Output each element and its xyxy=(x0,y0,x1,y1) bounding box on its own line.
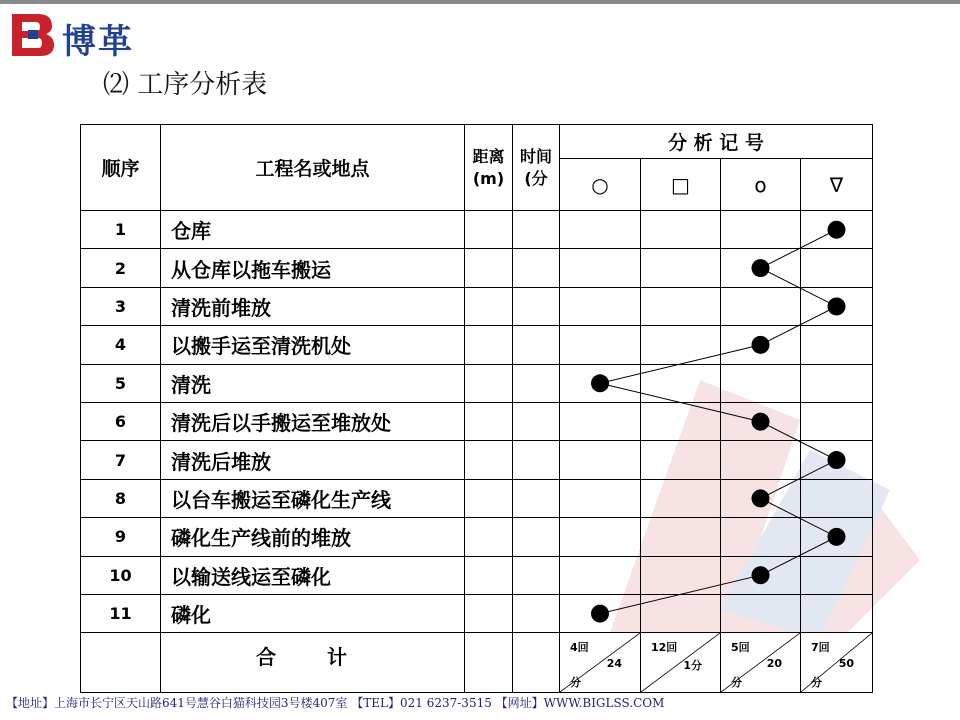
row-process-name: 磷化 xyxy=(161,594,465,632)
row-time xyxy=(513,364,560,402)
row-symbol-cell xyxy=(641,518,721,556)
header-distance: 距离(m) xyxy=(465,125,513,211)
process-analysis-table xyxy=(80,124,873,693)
row-symbol-cell xyxy=(641,211,721,249)
row-process-name: 以台车搬运至磷化生产线 xyxy=(161,479,465,517)
row-time xyxy=(513,518,560,556)
row-distance xyxy=(465,402,513,440)
total-distance-cell xyxy=(465,633,513,693)
total-transport: 5回 20 分 xyxy=(721,633,801,693)
row-time xyxy=(513,326,560,364)
row-symbol-cell xyxy=(721,402,801,440)
top-border xyxy=(0,0,960,4)
table-row xyxy=(81,249,873,287)
row-symbol-cell xyxy=(641,594,721,632)
row-symbol-cell xyxy=(560,287,641,325)
row-symbol-cell xyxy=(721,594,801,632)
total-operation: 4回 24 分 xyxy=(560,633,641,693)
total-order-cell xyxy=(81,633,161,693)
table-row xyxy=(81,594,873,632)
row-symbol-cell xyxy=(560,326,641,364)
header-process-name: 工程名或地点 xyxy=(161,125,465,211)
row-symbol-cell xyxy=(721,211,801,249)
symbol-inspection: □ xyxy=(641,159,721,211)
logo-text: 博革 xyxy=(62,22,134,62)
row-symbol-cell xyxy=(721,479,801,517)
row-distance xyxy=(465,518,513,556)
row-distance xyxy=(465,211,513,249)
row-symbol-cell xyxy=(641,287,721,325)
row-number: 6 xyxy=(81,402,161,440)
row-symbol-cell xyxy=(721,364,801,402)
row-distance xyxy=(465,287,513,325)
row-time xyxy=(513,594,560,632)
row-symbol-cell xyxy=(641,441,721,479)
header-analysis-symbols: 分 析 记 号 xyxy=(560,125,873,159)
row-symbol-cell xyxy=(801,287,873,325)
row-number: 11 xyxy=(81,594,161,632)
row-number: 3 xyxy=(81,287,161,325)
table-row xyxy=(81,211,873,249)
row-process-name: 从仓库以拖车搬运 xyxy=(161,249,465,287)
row-symbol-cell xyxy=(641,479,721,517)
row-distance xyxy=(465,249,513,287)
row-symbol-cell xyxy=(641,326,721,364)
row-number: 4 xyxy=(81,326,161,364)
row-symbol-cell xyxy=(801,364,873,402)
table-row xyxy=(81,402,873,440)
total-inspection: 12回 1分 xyxy=(641,633,721,693)
row-time xyxy=(513,402,560,440)
table-row xyxy=(81,479,873,517)
row-process-name: 以搬手运至清洗机处 xyxy=(161,326,465,364)
row-process-name: 清洗后堆放 xyxy=(161,441,465,479)
row-symbol-cell xyxy=(721,326,801,364)
page-title: ⑵ 工序分析表 xyxy=(103,70,268,100)
table-row xyxy=(81,556,873,594)
row-symbol-cell xyxy=(801,249,873,287)
row-symbol-cell xyxy=(560,518,641,556)
row-symbol-cell xyxy=(801,402,873,440)
row-symbol-cell xyxy=(560,594,641,632)
row-symbol-cell xyxy=(801,326,873,364)
row-symbol-cell xyxy=(721,249,801,287)
row-symbol-cell xyxy=(560,556,641,594)
row-number: 8 xyxy=(81,479,161,517)
table-row xyxy=(81,441,873,479)
row-symbol-cell xyxy=(641,249,721,287)
row-symbol-cell xyxy=(560,441,641,479)
row-symbol-cell xyxy=(560,402,641,440)
header-order: 顺序 xyxy=(81,125,161,211)
table-row xyxy=(81,326,873,364)
row-number: 2 xyxy=(81,249,161,287)
row-process-name: 清洗 xyxy=(161,364,465,402)
row-time xyxy=(513,249,560,287)
row-distance xyxy=(465,364,513,402)
row-symbol-cell xyxy=(560,364,641,402)
footer-contact: 【地址】上海市长宁区天山路641号慧谷白猫科技园3号楼407室 【TEL】021 6237-3515 【网址】WWW.BIGLSS.COM xyxy=(6,696,665,710)
row-number: 9 xyxy=(81,518,161,556)
row-number: 7 xyxy=(81,441,161,479)
row-symbol-cell xyxy=(641,402,721,440)
row-symbol-cell xyxy=(801,479,873,517)
row-distance xyxy=(465,479,513,517)
symbol-transport: ο xyxy=(721,159,801,211)
header-time: 时间(分 xyxy=(513,125,560,211)
row-symbol-cell xyxy=(560,479,641,517)
row-symbol-cell xyxy=(721,518,801,556)
row-process-name: 清洗前堆放 xyxy=(161,287,465,325)
total-label: 合 计 xyxy=(161,633,465,693)
row-symbol-cell xyxy=(801,594,873,632)
row-symbol-cell xyxy=(801,556,873,594)
row-time xyxy=(513,441,560,479)
table-row xyxy=(81,518,873,556)
row-process-name: 仓库 xyxy=(161,211,465,249)
row-symbol-cell xyxy=(721,287,801,325)
table-row xyxy=(81,287,873,325)
row-process-name: 磷化生产线前的堆放 xyxy=(161,518,465,556)
row-distance xyxy=(465,594,513,632)
row-time xyxy=(513,556,560,594)
total-time-cell xyxy=(513,633,560,693)
row-number: 1 xyxy=(81,211,161,249)
row-distance xyxy=(465,326,513,364)
row-time xyxy=(513,287,560,325)
row-time xyxy=(513,211,560,249)
row-process-name: 以输送线运至磷化 xyxy=(161,556,465,594)
total-storage: 7回 50 分 xyxy=(801,633,873,693)
row-symbol-cell xyxy=(560,249,641,287)
table-row xyxy=(81,364,873,402)
row-symbol-cell xyxy=(721,441,801,479)
row-process-name: 清洗后以手搬运至堆放处 xyxy=(161,402,465,440)
row-time xyxy=(513,479,560,517)
row-symbol-cell xyxy=(641,556,721,594)
symbol-storage: ∇ xyxy=(801,159,873,211)
row-symbol-cell xyxy=(801,211,873,249)
row-number: 10 xyxy=(81,556,161,594)
row-distance xyxy=(465,556,513,594)
row-symbol-cell xyxy=(801,441,873,479)
row-distance xyxy=(465,441,513,479)
row-symbol-cell xyxy=(560,211,641,249)
row-symbol-cell xyxy=(721,556,801,594)
symbol-operation: ○ xyxy=(560,159,641,211)
row-symbol-cell xyxy=(801,518,873,556)
row-number: 5 xyxy=(81,364,161,402)
row-symbol-cell xyxy=(641,364,721,402)
